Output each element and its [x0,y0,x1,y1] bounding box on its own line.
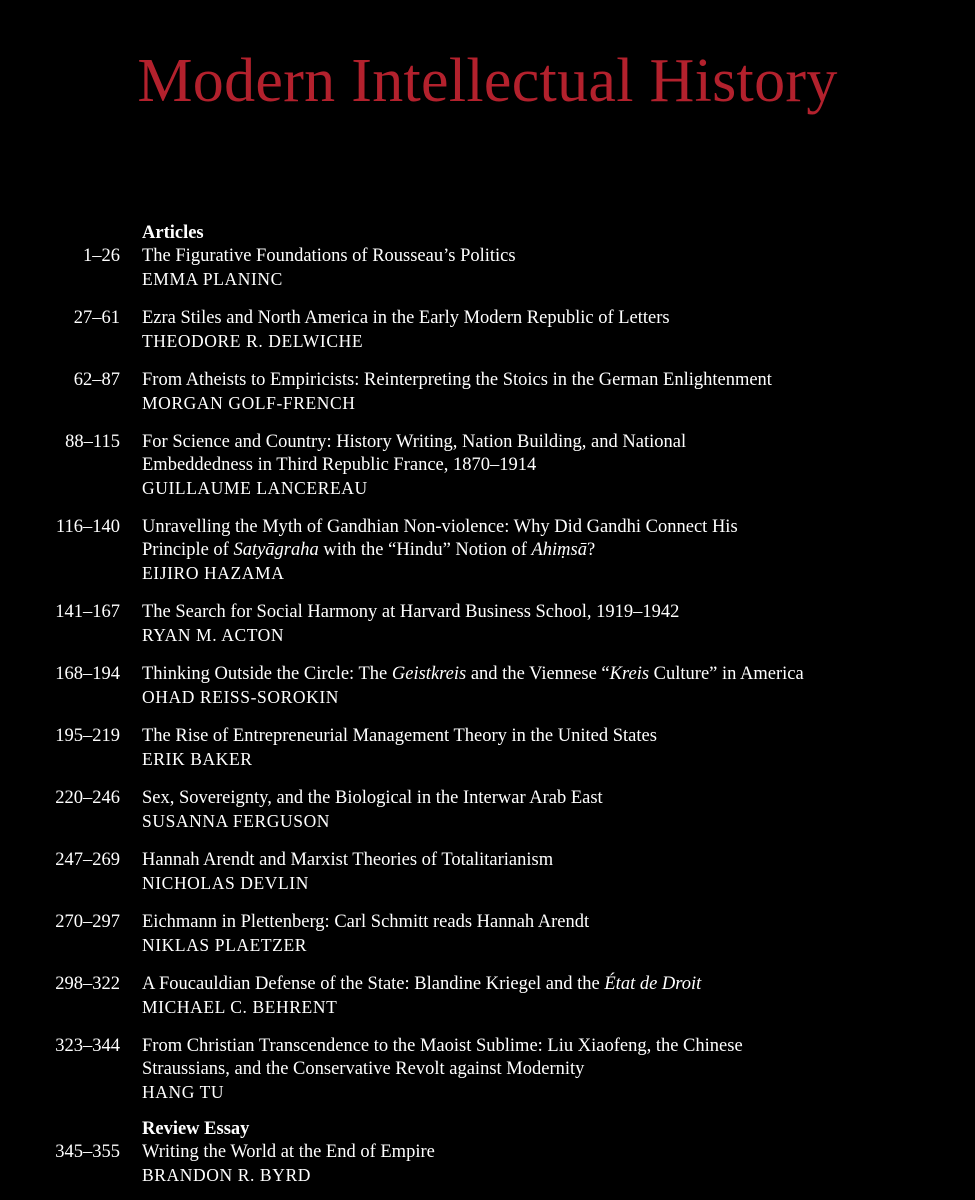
toc-entry [0,911,975,957]
toc-entry [0,1141,975,1187]
toc-entry [0,431,975,500]
toc-entry [0,516,975,585]
author-name: RYAN M. ACTON [142,625,285,645]
page-range: 220–246 [55,788,120,808]
author-name: HANG TU [142,1082,225,1102]
article-title-line: The Figurative Foundations of Rousseau’s Politics [142,246,516,266]
toc-entry [0,369,975,415]
author-name: THEODORE R. DELWICHE [142,331,364,351]
article-title-line: Ezra Stiles and North America in the Early Modern Republic of Letters [142,308,670,328]
entry-content [142,431,962,500]
toc-entry [0,787,975,833]
article-title-line: From Atheists to Empiricists: Reinterpreting the Stoics in the German Enlightenment [142,370,772,390]
author-name: BRANDON R. BYRD [142,1165,311,1185]
author-name: MORGAN GOLF-FRENCH [142,393,356,413]
article-title-line: Sex, Sovereignty, and the Biological in the Interwar Arab East [142,788,603,808]
articles-list [0,245,975,1104]
toc-entry [0,245,975,291]
page-range: 27–61 [73,308,120,328]
page-range: 345–355 [55,1142,120,1162]
author-name: EMMA PLANINC [142,269,283,289]
article-title-line: The Search for Social Harmony at Harvard Business School, 1919–1942 [142,602,680,622]
article-title-line: Thinking Outside the Circle: The Geistkreis and the Viennese “Kreis Culture” in America [142,664,804,684]
author-name: NIKLAS PLAETZER [142,935,308,955]
entry-content [142,1035,962,1104]
entry-content [142,1141,962,1187]
entry-content [142,911,962,957]
entry-content [142,369,962,415]
entry-content [142,307,962,353]
page-range: 88–115 [65,432,120,452]
entry-content [142,516,962,585]
toc-entry [0,601,975,647]
review-essay-list [0,1141,975,1187]
page-range: 247–269 [55,850,120,870]
entry-content [142,787,962,833]
author-name: GUILLAUME LANCEREAU [142,478,368,498]
author-name: MICHAEL C. BEHRENT [142,997,338,1017]
entry-content [142,601,962,647]
entry-content [142,849,962,895]
page-range: 298–322 [55,974,120,994]
article-title-line: For Science and Country: History Writing, Nation Building, and National [142,432,687,452]
entry-content [142,973,962,1019]
author-name: OHAD REISS-SOROKIN [142,687,339,707]
page-range: 141–167 [55,602,120,622]
entry-content [142,245,962,291]
article-title-line: Unravelling the Myth of Gandhian Non-violence: Why Did Gandhi Connect His [142,517,738,537]
author-name: SUSANNA FERGUSON [142,811,331,831]
toc-entry [0,663,975,709]
page-range: 270–297 [55,912,120,932]
entry-content [142,663,962,709]
page-range: 323–344 [55,1036,120,1056]
section-heading-articles: Articles [142,223,204,243]
toc-entry [0,973,975,1019]
page-range: 195–219 [55,726,120,746]
article-title-line: Straussians, and the Conservative Revolt against Modernity [142,1059,585,1079]
toc-entry [0,849,975,895]
journal-title: Modern Intellectual History [137,47,838,115]
page-range: 62–87 [73,370,120,390]
table-of-contents [0,222,975,1187]
toc-entry [0,307,975,353]
entry-content [142,725,962,771]
page-range: 168–194 [55,664,120,684]
article-title-line: From Christian Transcendence to the Maoist Sublime: Liu Xiaofeng, the Chinese [142,1036,743,1056]
article-title-line: Writing the World at the End of Empire [142,1142,435,1162]
page-range: 116–140 [55,517,120,537]
article-title-line: Principle of Satyāgraha with the “Hindu” Notion of Ahiṃsā? [142,540,596,560]
toc-entry [0,1035,975,1104]
page-range: 1–26 [83,246,120,266]
article-title-line: Hannah Arendt and Marxist Theories of Totalitarianism [142,850,554,870]
author-name: ERIK BAKER [142,749,253,769]
article-title-line: Embeddedness in Third Republic France, 1870–1914 [142,455,537,475]
article-title-line: The Rise of Entrepreneurial Management Theory in the United States [142,726,657,746]
section-heading-review-essay: Review Essay [142,1119,250,1139]
author-name: NICHOLAS DEVLIN [142,873,309,893]
author-name: EIJIRO HAZAMA [142,563,285,583]
article-title-line: A Foucauldian Defense of the State: Blandine Kriegel and the État de Droit [142,974,702,994]
article-title-line: Eichmann in Plettenberg: Carl Schmitt reads Hannah Arendt [142,912,590,932]
toc-entry [0,725,975,771]
